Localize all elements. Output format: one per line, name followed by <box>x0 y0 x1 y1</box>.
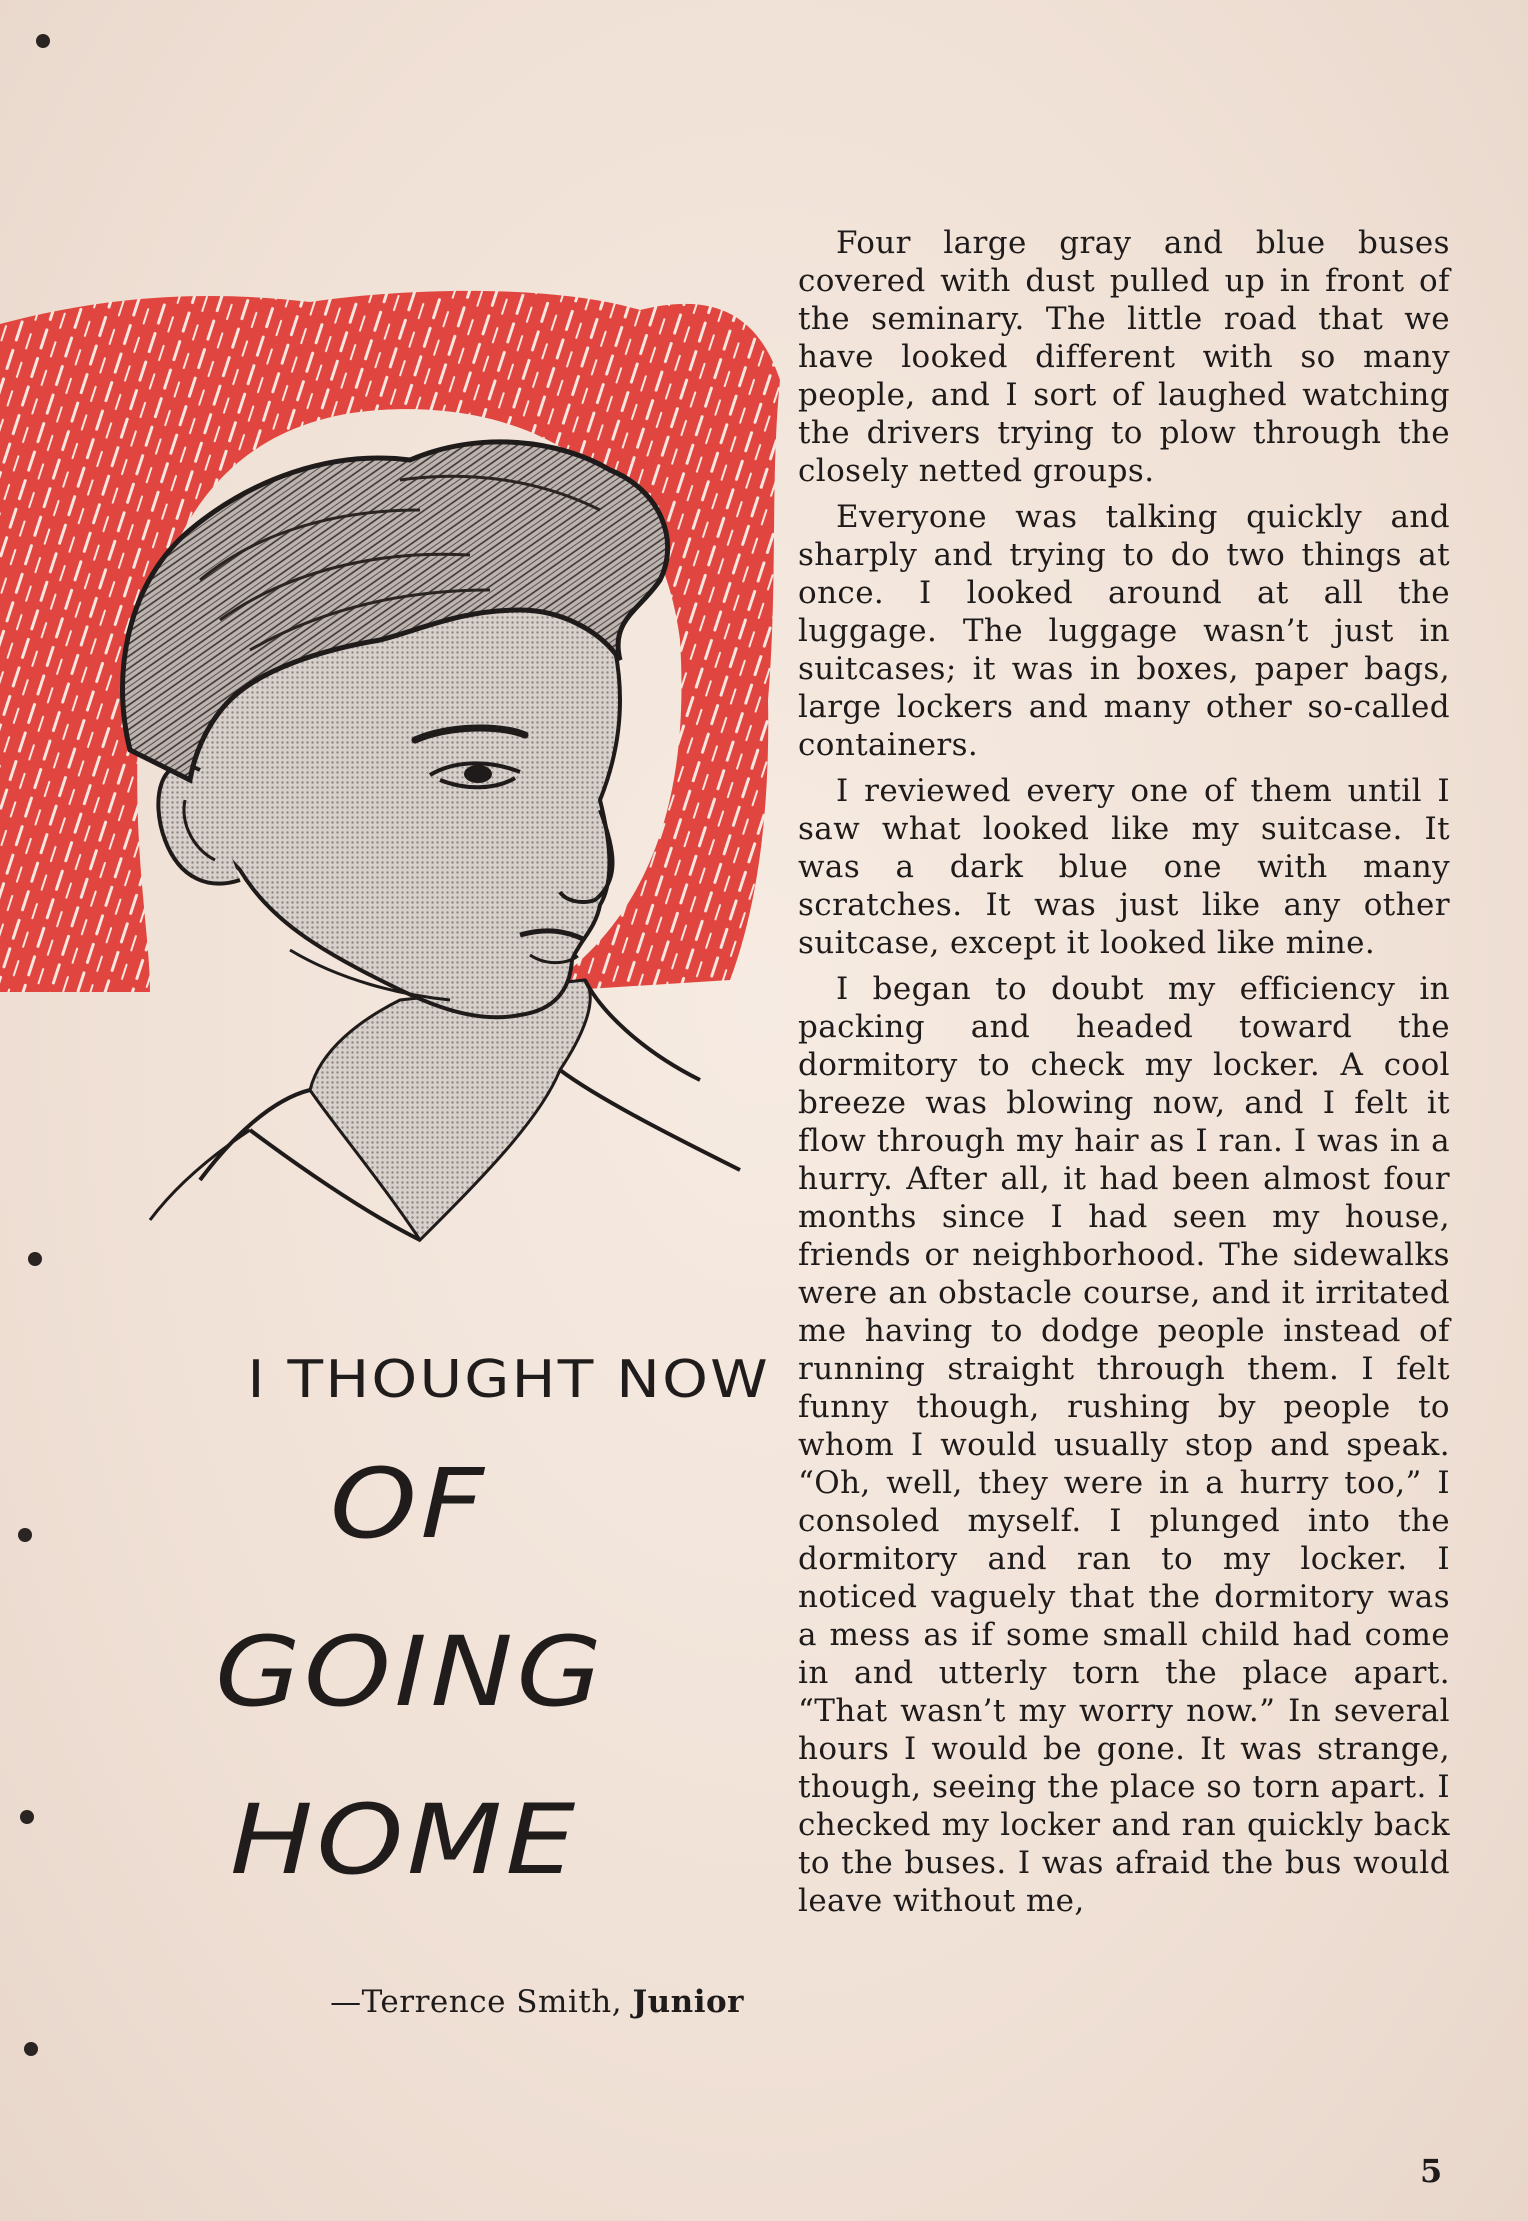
byline-author: —Terrence Smith, <box>330 1984 623 2020</box>
punch-hole <box>20 1810 34 1824</box>
article-body <box>798 224 1450 1928</box>
punch-hole <box>36 34 50 48</box>
portrait-illustration <box>0 280 790 1260</box>
byline-grade: Junior <box>632 1984 744 2020</box>
article-paragraph: I began to doubt my efficiency in packing and headed toward the dormitory to check my locker. A cool breeze was blowing now, and I felt it flow through my hair as I ran. I was in a hurry. After all, it had been almost four months since I had seen my house, friends or neighborhood. The sidewalks were an obstacle course, and it irritated me having to dodge people instead of running straight through them. I felt funny though, rushing by people to whom I would usually stop and speak. “Oh, well, they were in a hurry too,” I consoled myself. I plunged into the dormitory and ran to my locker. I noticed vaguely that the dormitory was a mess as if some small child had come in and utterly torn the place apart. “That wasn’t my worry now.” In several hours I would be gone. It was strange, though, seeing the place so torn apart. I checked my locker and ran quickly back to the buses. I was afraid the bus would leave without me, <box>798 971 1450 1919</box>
punch-hole <box>18 1528 32 1542</box>
shirt-line <box>150 1130 250 1220</box>
byline <box>270 1984 744 2020</box>
page-number: 5 <box>1420 2152 1443 2190</box>
punch-hole <box>24 2042 38 2056</box>
title-line-going: GOING <box>215 1616 606 1728</box>
article-paragraph: Four large gray and blue buses covered with dust pulled up in front of the seminary. The little road that we have looked different with so many people, and I sort of laughed watching the drivers trying to plow through the closely netted groups. <box>798 225 1450 489</box>
title-line-of: OF <box>330 1448 488 1560</box>
article-paragraph: Everyone was talking quickly and sharply and trying to do two things at once. I looked around at all the luggage. The luggage wasn’t just in suitcases; it was in boxes, paper bags, large lockers and many other so-called containers. <box>798 499 1450 763</box>
title-line-i-thought-now: I THOUGHT NOW <box>247 1350 770 1410</box>
title-line-home: HOME <box>230 1784 579 1896</box>
article-paragraph: I reviewed every one of them until I saw what looked like my suitcase. It was a dark blue one with many scratches. It was just like any other suitcase, except it looked like mine. <box>798 773 1450 961</box>
article-title <box>40 1350 770 1896</box>
